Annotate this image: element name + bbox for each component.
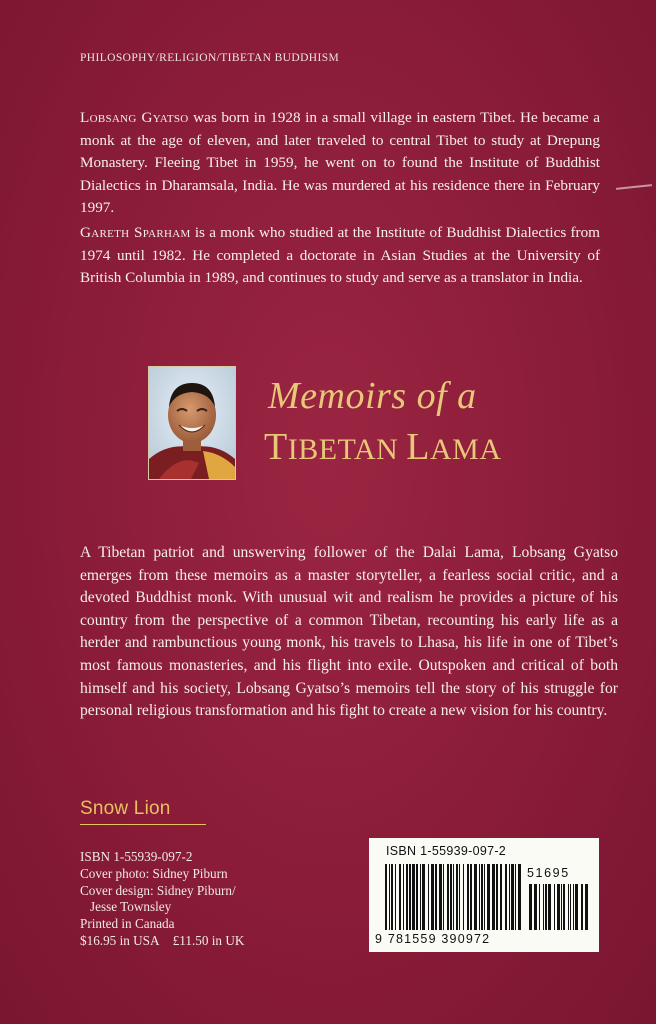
barcode-bar	[554, 884, 555, 930]
barcode-bar	[385, 864, 387, 930]
barcode-bar	[543, 884, 544, 930]
barcode-bar	[492, 864, 495, 930]
author-photo	[148, 366, 236, 480]
barcode-bar	[487, 864, 490, 930]
title-initial-l: L	[406, 426, 431, 468]
barcode-bar	[479, 864, 480, 930]
barcode-bar	[573, 884, 574, 930]
barcode-bar	[505, 864, 507, 930]
translator-bio-text: is a monk who studied at the Institute of Buddhist Dialectics from 1974 until 1982. He completed a doctorate in Asian Studies at the University of British Columbia in 1989, and continues to study and serve as a translator in India.	[80, 224, 600, 286]
barcode-bar	[545, 884, 547, 930]
title-initial-t: T	[264, 426, 288, 468]
barcode-bar	[450, 864, 452, 930]
barcode-bar	[511, 864, 514, 930]
barcode-bar	[439, 864, 442, 930]
barcode-bar	[391, 864, 393, 930]
barcode-bar	[443, 864, 444, 930]
barcode-bar	[456, 864, 458, 930]
barcode-bar	[416, 864, 418, 930]
credit-isbn: ISBN 1-55939-097-2	[80, 849, 193, 864]
barcode-bar	[412, 864, 415, 930]
barcode-bar	[518, 864, 521, 930]
barcode-bar	[447, 864, 449, 930]
author-portrait-image	[149, 367, 235, 479]
barcode-bar	[539, 884, 540, 930]
author-name: Lobsang Gyatso	[80, 109, 189, 126]
barcode-bar	[581, 884, 583, 930]
book-title-line1: Memoirs of a	[268, 375, 477, 417]
barcode-bar	[431, 864, 434, 930]
edge-scratch	[616, 184, 652, 190]
barcode-bar	[570, 884, 571, 930]
barcode-bar	[568, 884, 569, 930]
barcode-bar	[409, 864, 411, 930]
barcode-bar	[467, 864, 469, 930]
barcode-bar	[575, 884, 578, 930]
category-label: PHILOSOPHY/RELIGION/TIBETAN BUDDHISM	[80, 52, 340, 64]
title-word-tibetan: IBETAN	[287, 433, 407, 466]
barcode-bar	[420, 864, 421, 930]
publisher-logo: Snow Lion	[80, 798, 171, 819]
author-bio	[80, 107, 600, 220]
price-uk: £11.50 in UK	[172, 932, 245, 948]
barcode-bar	[453, 864, 454, 930]
credit-cover-photo: Cover photo: Sidney Piburn	[80, 865, 228, 881]
barcode-panel	[369, 838, 599, 952]
barcode-bar	[561, 884, 562, 930]
barcode-bar	[500, 864, 502, 930]
translator-bio	[80, 222, 600, 290]
author-bio-text: was born in 1928 in a small village in eastern Tibet. He became a monk at the age of eleven, and later traveled to central Tibet to study at Drepung Monastery. Fleeing Tibet in 1959, he went on to found the Institute of Buddhist Dialectics in Dharamsala, India. He was murdered at his residence there in February 1997.	[80, 109, 601, 216]
barcode-bar	[496, 864, 498, 930]
credit-cover-design-2: Jesse Townsley	[90, 899, 172, 915]
barcode-bar	[395, 864, 396, 930]
credit-cover-design: Cover design: Sidney Piburn/	[80, 882, 236, 898]
barcode-isbn-label: ISBN 1-55939-097-2	[386, 844, 507, 858]
book-title-line2	[264, 425, 502, 469]
barcode-bar	[484, 864, 485, 930]
barcode-bar	[548, 884, 551, 930]
title-word-lama: AMA	[430, 433, 502, 466]
barcode-bar	[470, 864, 472, 930]
barcode-bar	[529, 884, 532, 930]
barcode-bar	[481, 864, 483, 930]
barcode-bar	[585, 884, 588, 930]
barcode-bar	[509, 864, 510, 930]
barcode-bar	[563, 884, 565, 930]
barcode-bar	[403, 864, 404, 930]
credit-prices	[80, 933, 244, 950]
book-description: A Tibetan patriot and unswerving follower of the Dalai Lama, Lobsang Gyatso emerges from these memoirs as a master storyteller, a fearless social critic, and a devoted Buddhist monk. With unusual wit and realism he provides a picture of his country from the perspective of a common Tibetan, recounting his early life as a herder and rambunctious young monk, his travels to Lhasa, his life in one of Tibet’s most famous monasteries, and his flight into exile. Outspoken and critical of both himself and his society, Lobsang Gyatso’s memoirs tell the story of his struggle for personal religious transformation and his fight to create a new vision for his country.	[80, 544, 618, 720]
publisher-underline	[80, 824, 206, 825]
barcode-ean-digits: 9 781559 390972	[375, 932, 491, 946]
credit-printed: Printed in Canada	[80, 916, 175, 932]
credits-block	[80, 849, 244, 950]
barcode-bar	[389, 864, 390, 930]
price-usa: $16.95 in USA	[80, 932, 160, 948]
barcode-bar	[463, 864, 464, 930]
translator-name: Gareth Sparham	[80, 224, 191, 241]
barcode-bar	[435, 864, 437, 930]
barcode-bar	[557, 884, 560, 930]
barcode-bar	[422, 864, 425, 930]
barcode-bar	[474, 864, 477, 930]
barcode-bar	[399, 864, 401, 930]
barcode-bar	[428, 864, 429, 930]
barcode-bar	[515, 864, 516, 930]
barcode-bar	[406, 864, 408, 930]
barcode-bar	[459, 864, 460, 930]
barcode-bar	[534, 884, 537, 930]
barcode-price-code: 51695	[527, 866, 570, 880]
